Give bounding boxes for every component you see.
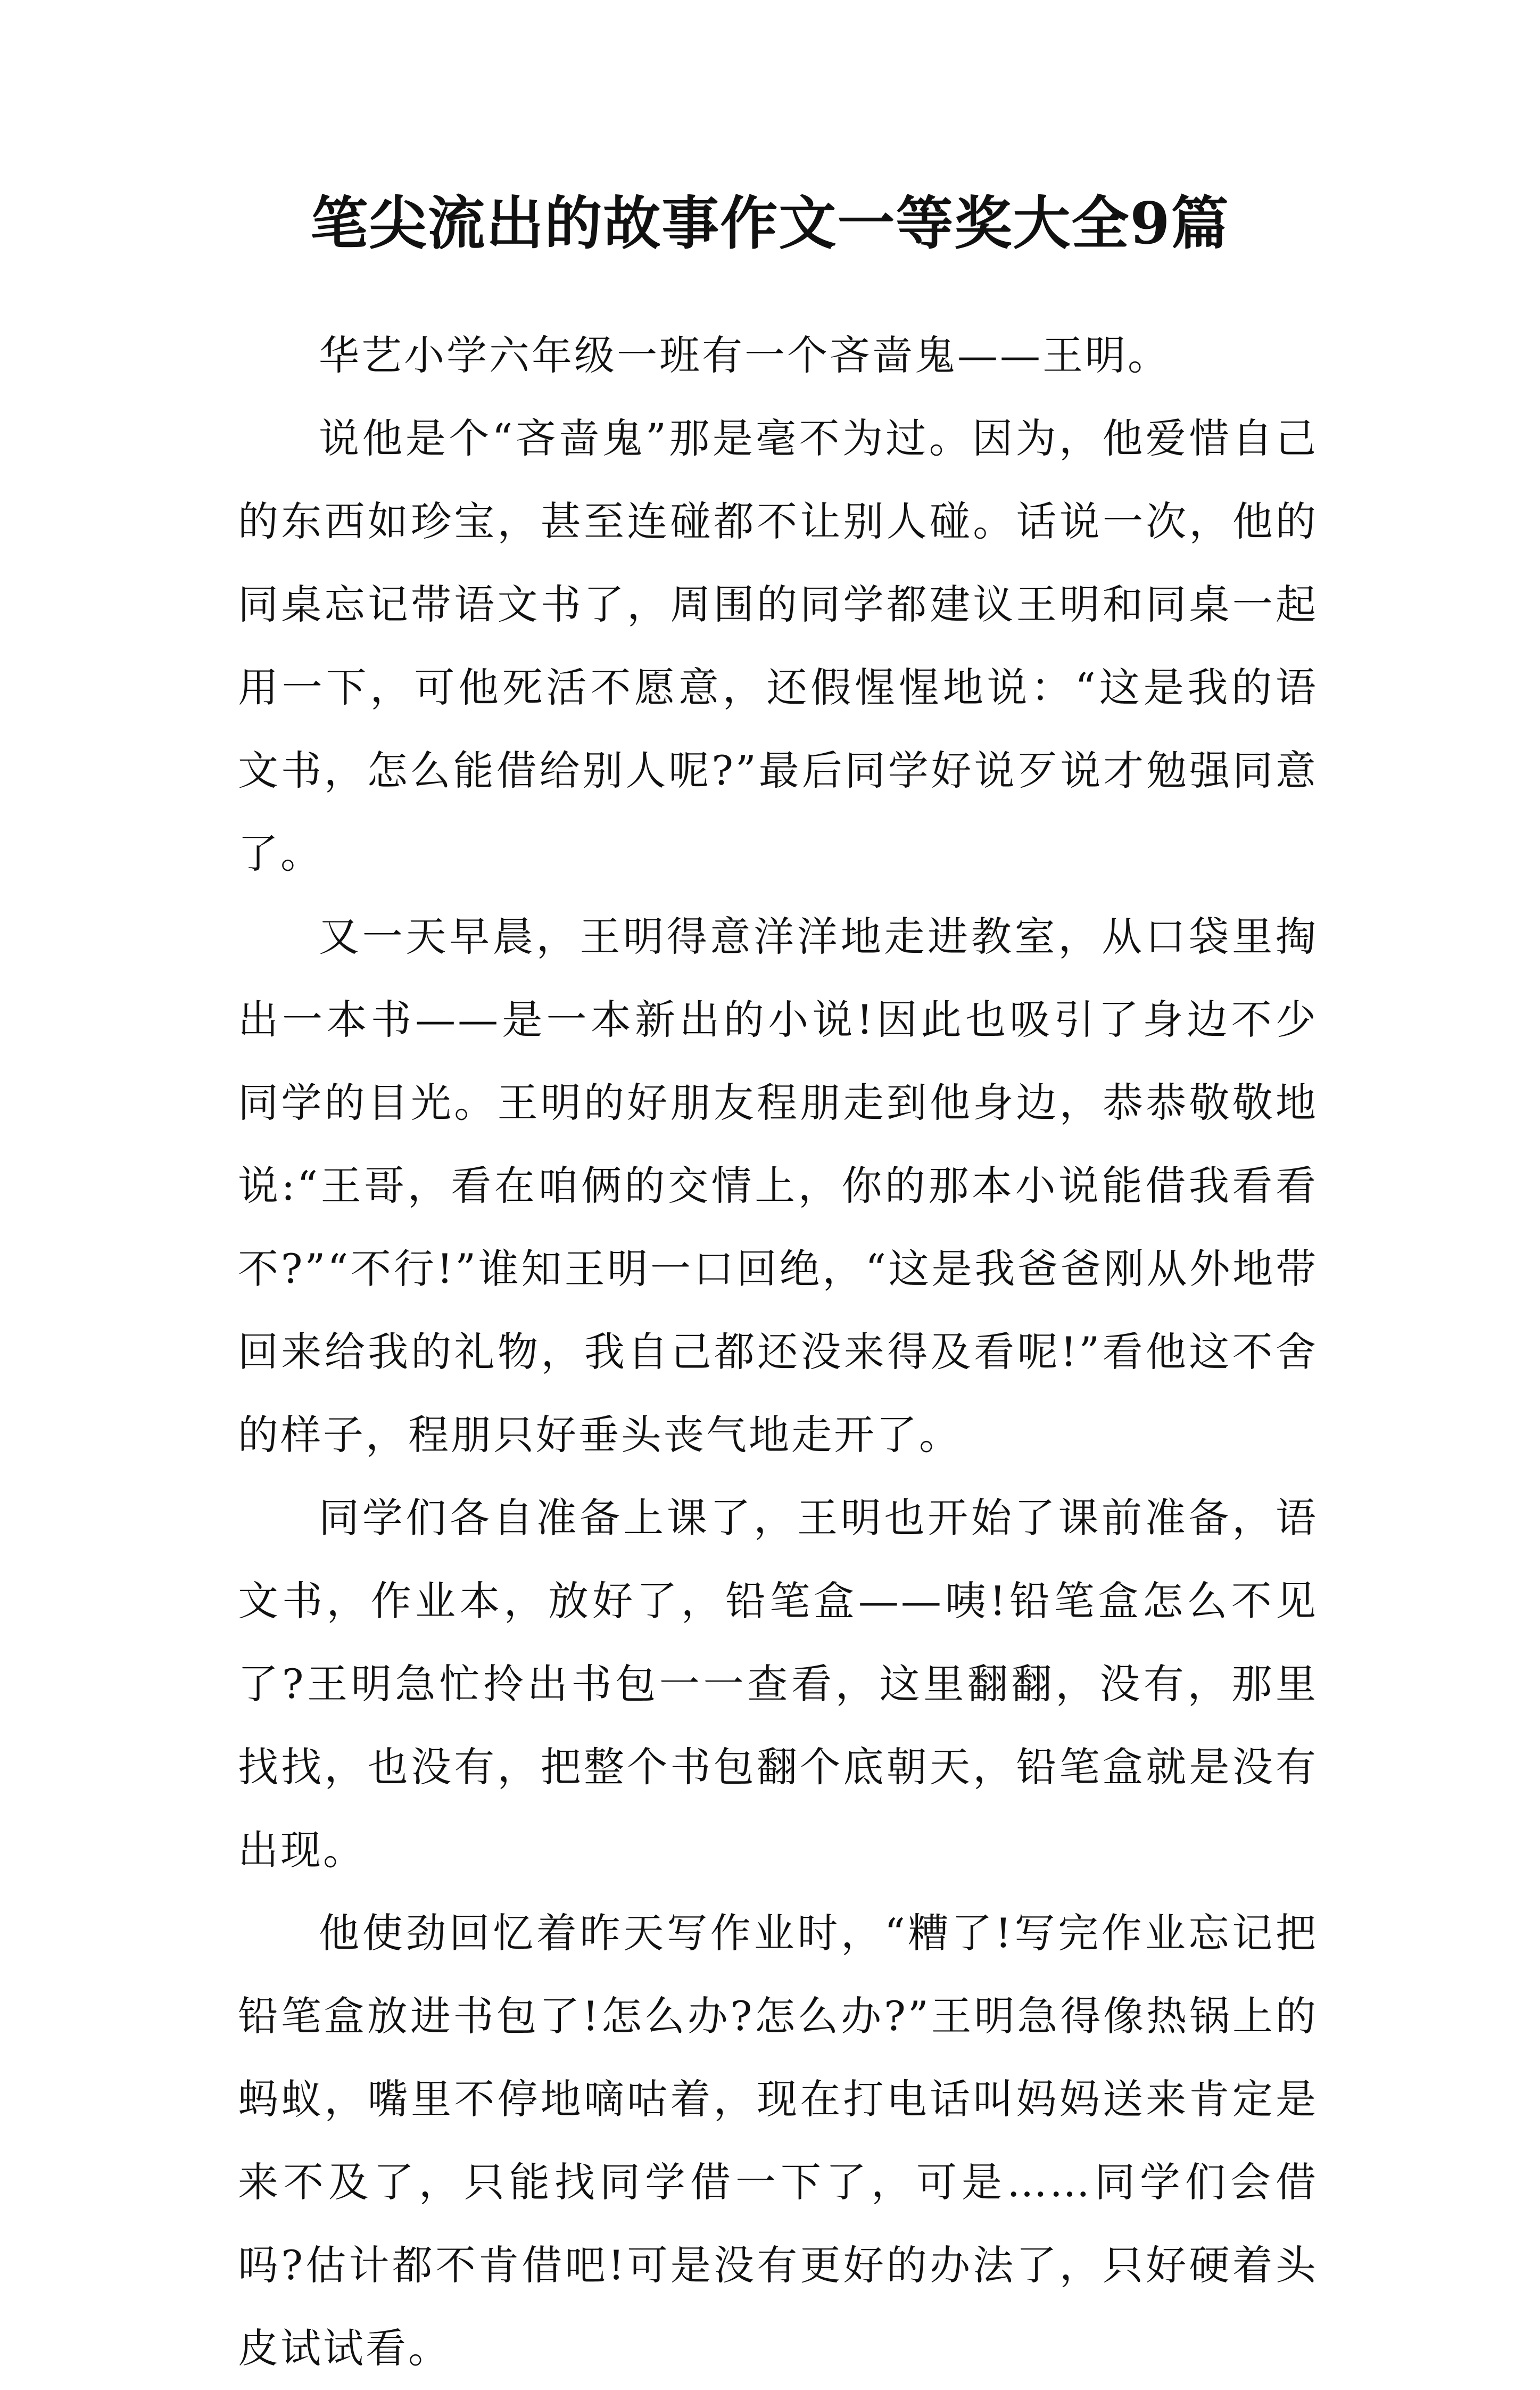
document-title: 笔尖流出的故事作文一等奖大全9篇 — [310, 190, 1230, 257]
paragraph: 他使劲回忆着昨天写作业时，“糟了!写完作业忘记把铅笔盒放进书包了!怎么办?怎么办?”王明急得像热锅上的蚂蚁，嘴里不停地嘀咕着，现在打电话叫妈妈送来肯定是来不及了，只能找同学借一下了，可是……同学们会借吗?估计都不肯借吧!可是没有更好的办法了，只好硬着头皮试试看。 — [238, 1909, 1318, 2372]
paragraph: 说他是个“吝啬鬼”那是毫不为过。因为，他爱惜自己的东西如珍宝，甚至连碰都不让别人碰。话说一次，他的同桌忘记带语文书了，周围的同学都建议王明和同桌一起用一下，可他死活不愿意，还假惺惺地说：“这是我的语文书，怎么能借给别人呢?”最后同学好说歹说才勉强同意了。 — [238, 415, 1318, 877]
paragraph: 同学们各自准备上课了，王明也开始了课前准备，语文书，作业本，放好了，铅笔盒——咦!铅笔盒怎么不见了?王明急忙拎出书包一一查看，这里翻翻，没有，那里找找，也没有，把整个书包翻个底朝天，铅笔盒就是没有出现。 — [238, 1494, 1318, 1874]
paragraph: 华艺小学六年级一班有一个吝啬鬼——王明。 — [319, 332, 1170, 379]
document-body — [238, 314, 1318, 2390]
paragraph: 又一天早晨，王明得意洋洋地走进教室，从口袋里掏出一本书——是一本新出的小说!因此也吸引了身边不少同学的目光。王明的好朋友程朋走到他身边，恭恭敬敬地说:“王哥，看在咱俩的交情上，你的那本小说能借我看看不?”“不行!”谁知王明一口回绝，“这是我爸爸刚从外地带回来给我的礼物，我自己都还没来得及看呢!”看他这不舍的样子，程朋只好垂头丧气地走开了。 — [238, 913, 1318, 1458]
